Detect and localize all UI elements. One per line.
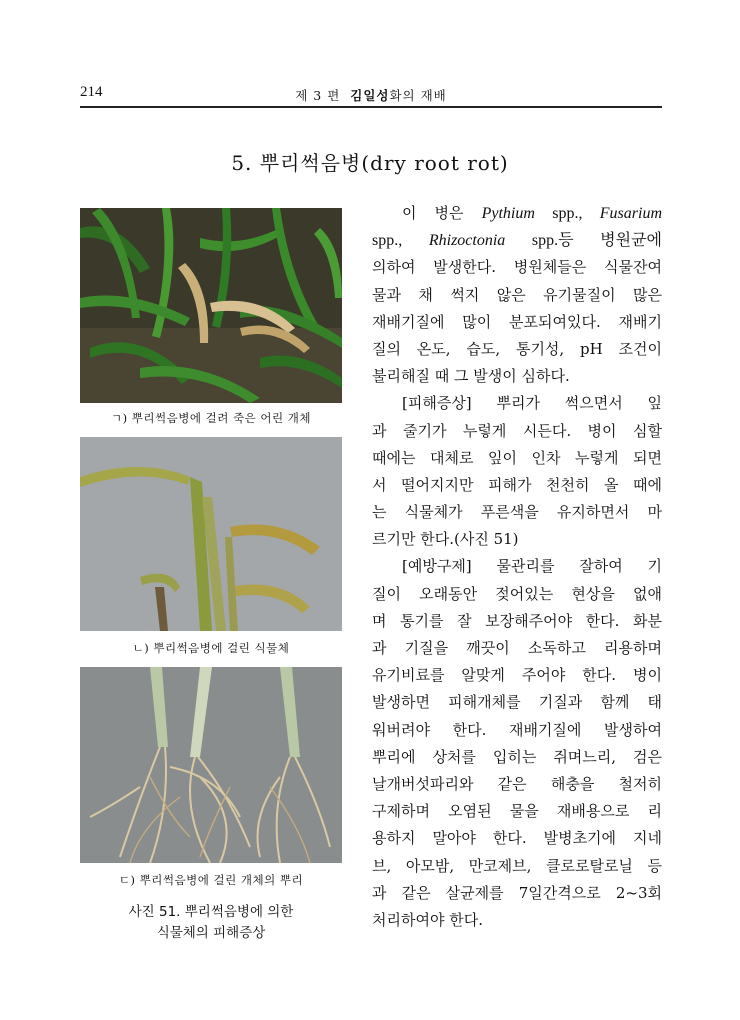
body-line: 르기만 한다.(사진 51)	[372, 530, 519, 549]
figure-caption-line-1: 사진 51. 뿌리썩음병에 의한	[128, 904, 294, 920]
figure-caption	[80, 902, 342, 944]
body-line: 때에는 대체로 잎이 인차 누렇게 되면	[372, 448, 662, 467]
body-line: [예방구제] 물관리를 잘하여 기	[402, 557, 662, 576]
body-line: 브, 아모밤, 만코제브, 클로로탈로닐 등	[372, 856, 662, 875]
figure-caption-line-2: 식물체의 피해증상	[156, 925, 266, 941]
body-line: 는 식물체가 푸른색을 유지하면서 마	[372, 503, 662, 522]
photo-caption-1: ㄱ) 뿌리썩음병에 걸려 죽은 어린 개체	[111, 411, 311, 425]
part-label: 제 3 편	[295, 88, 341, 103]
body-line: 불리해질 때 그 발생이 심하다.	[372, 367, 570, 386]
body-line: 발생하면 피해개체를 기질과 함께 태	[372, 693, 662, 712]
body-line: 며 통기를 잘 보장해주어야 한다. 화분	[372, 611, 662, 630]
body-line: [피해증상] 뿌리가 썩으면서 잎	[402, 394, 662, 413]
body-line: 날개버섯파리와 같은 해충을 철저히	[372, 774, 662, 793]
photo-dead-young-plants	[80, 208, 342, 403]
body-line: 처리하여야 한다.	[372, 910, 483, 929]
body-line: 뿌리에 상처를 입히는 쥐며느리, 검은	[372, 747, 662, 766]
body-line: 과 같은 살균제를 7일간격으로 2~3회	[372, 883, 662, 902]
page-number: 214	[80, 84, 103, 100]
body-line: 서 떨어지지만 피해가 천천히 올 때에	[372, 475, 662, 494]
body-line: 유기비료를 알맞게 주어야 한다. 병이	[372, 666, 662, 685]
body-line: 용하지 말아야 한다. 발병초기에 지네	[372, 829, 662, 848]
photo-diseased-roots	[80, 667, 342, 863]
body-line: 의하여 발생한다. 병원체들은 식물잔여	[372, 258, 662, 277]
running-head-title	[80, 86, 662, 104]
photo-diseased-plant	[80, 437, 342, 631]
section-label: 화의 재배	[389, 88, 447, 103]
chapter-title: 5. 뿌리썩음병(dry root rot)	[231, 151, 509, 175]
body-line: 워버려야 한다. 재배기질에 발생하여	[372, 720, 662, 739]
body-line: 과 줄기가 누렇게 시든다. 병이 심할	[372, 421, 662, 440]
body-line: 물과 채 썩지 않은 유기물질이 많은	[372, 285, 662, 304]
body-line: 이 병은 Pythium spp., Fusarium	[402, 204, 662, 222]
photo-caption-2: ㄴ) 뿌리썩음병에 걸린 식물체	[132, 641, 290, 655]
body-line: 질의 온도, 습도, 통기성, pH 조건이	[372, 339, 662, 358]
body-line: 질이 오래동안 젖어있는 현상을 없애	[372, 584, 662, 603]
running-header	[80, 86, 662, 108]
photo-caption-3: ㄷ) 뿌리썩음병에 걸린 개체의 뿌리	[118, 873, 304, 887]
body-text	[372, 200, 662, 934]
body-line: spp., Rhizoctonia spp.등 병원균에	[372, 232, 662, 250]
body-line: 과 기질을 깨끗이 소독하고 리용하며	[372, 639, 662, 657]
body-line: 재배기질에 많이 분포되여있다. 재배기	[372, 312, 662, 331]
crop-name: 김일성	[350, 88, 390, 103]
body-line: 구제하며 오염된 물을 재배용으로 리	[372, 802, 662, 821]
